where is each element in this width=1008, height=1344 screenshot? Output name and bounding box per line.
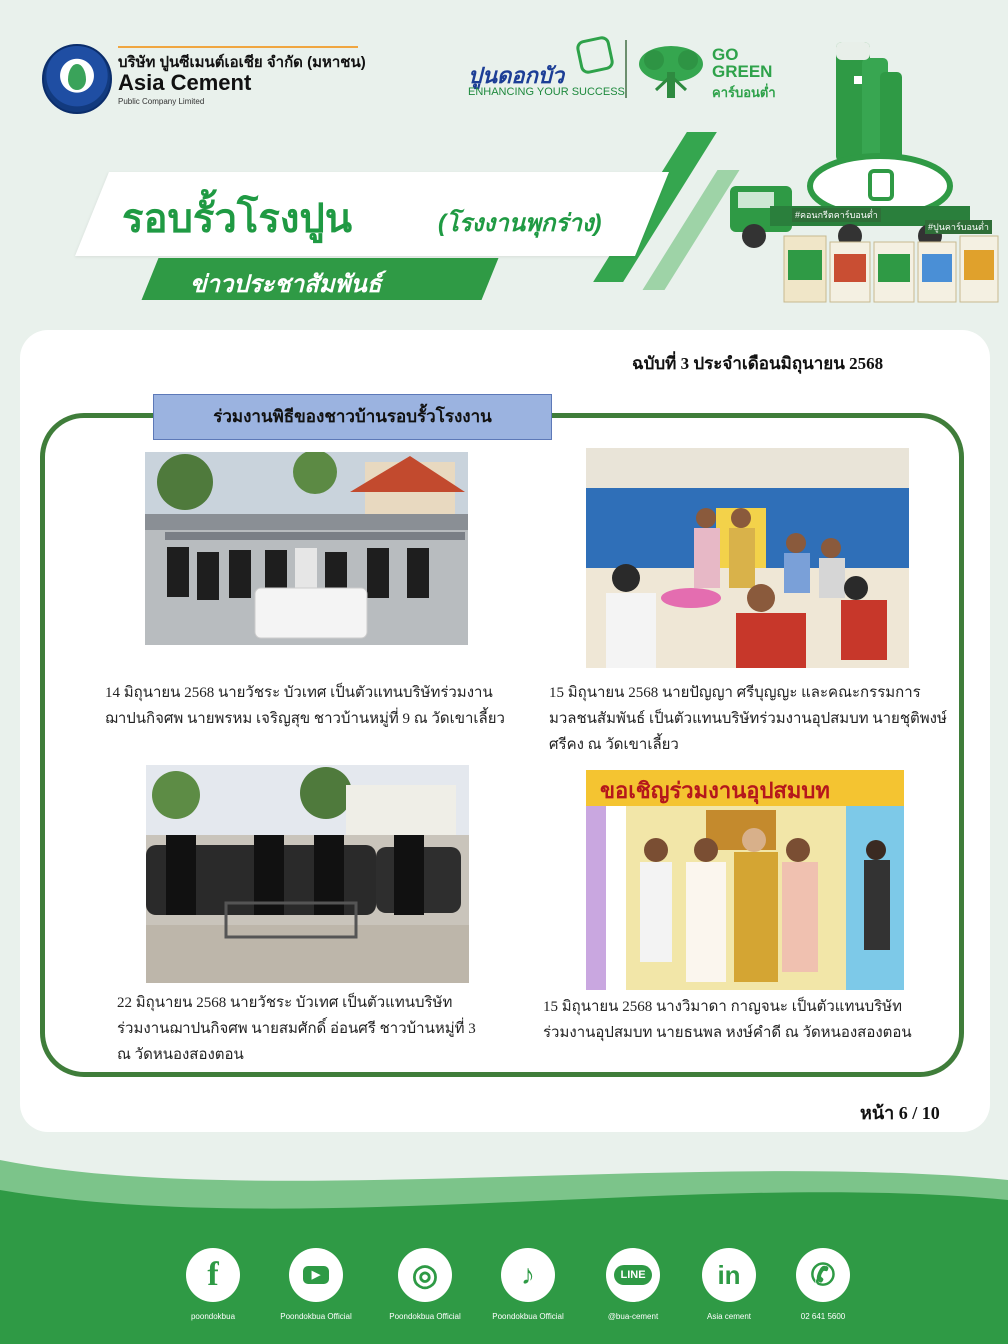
caption-line: 15 มิถุนายน 2568 นายปัญญา ศรีบุญญะ และคณะกรรมการ [549, 685, 921, 701]
low-carbon-label: คาร์บอนต่ำ [712, 85, 776, 100]
asia-cement-logo [42, 44, 112, 114]
caption-2 [549, 680, 947, 758]
line-icon[interactable]: LINE [606, 1248, 660, 1302]
page-number: หน้า 6 / 10 [860, 1103, 940, 1123]
social-label: Poondokbua Official [389, 1312, 461, 1321]
brand-name: ปูนดอกบัว [468, 63, 565, 88]
concrete-hashtag: #คอนกรีตคาร์บอนต่ำ [792, 208, 881, 222]
brand-divider [625, 40, 627, 98]
banner-title: รอบรั้วโรงปูน [122, 197, 353, 241]
social-label: 02 641 5600 [800, 1312, 846, 1321]
caption-line: ร่วมงานฌาปนกิจศพ นายสมศักดิ์ อ่อนศรี ชาวบ้านหมู่ที่ 3 [117, 1021, 476, 1037]
linkedin-icon[interactable]: in [702, 1248, 756, 1302]
caption-line: 22 มิถุนายน 2568 นายวัชระ บัวเทศ เป็นตัวแทนบริษัท [117, 995, 453, 1011]
social-label: Poondokbua Official [280, 1312, 352, 1321]
brand-tagline: ENHANCING YOUR SUCCESS [468, 86, 625, 98]
phone-icon[interactable]: ✆ [796, 1248, 850, 1302]
section-title: ร่วมงานพิธีของชาวบ้านรอบรั้วโรงงาน [153, 394, 552, 440]
caption-4 [543, 994, 912, 1046]
lotus-leaf-icon [575, 35, 615, 75]
social-tiktok[interactable] [468, 1248, 588, 1321]
caption-line: 14 มิถุนายน 2568 นายวัชระ บัวเทศ เป็นตัวแทนบริษัทร่วมงาน [105, 685, 493, 701]
caption-line: มวลชนสัมพันธ์ เป็นตัวแทนบริษัทร่วมงานอุปสมบท นายชุติพงษ์ [549, 711, 947, 727]
company-rule [118, 46, 358, 48]
social-label: Asia cement [706, 1312, 752, 1321]
social-instagram[interactable] [365, 1248, 485, 1321]
photo-ordination-2 [586, 770, 904, 990]
instagram-icon[interactable]: ◎ [398, 1248, 452, 1302]
caption-line: ศรีคง ณ วัดเขาเลี้ยว [549, 737, 679, 753]
caption-line: ฌาปนกิจศพ นายพรหม เจริญสุข ชาวบ้านหมู่ที่ 9 ณ วัดเขาเลี้ยว [105, 711, 505, 727]
truck-and-cement-illustration [730, 36, 1000, 308]
caption-3 [117, 990, 476, 1068]
social-youtube[interactable] [256, 1248, 376, 1321]
photo-ordination-1 [586, 448, 909, 668]
ordination-banner-text: ขอเชิญร่วมงานอุปสมบท [600, 778, 830, 803]
banner-ribbon-text: ข่าวประชาสัมพันธ์ [190, 271, 382, 298]
caption-line: ณ วัดหนองสองตอน [117, 1047, 244, 1063]
company-name-thai: บริษัท ปูนซีเมนต์เอเชีย จำกัด (มหาชน) [118, 54, 366, 71]
caption-line: 15 มิถุนายน 2568 นางวิมาดา กาญจนะ เป็นตัวแทนบริษัท [543, 999, 902, 1015]
facebook-icon[interactable]: f [186, 1248, 240, 1302]
youtube-icon[interactable]: ▶ [289, 1248, 343, 1302]
banner-subtitle: (โรงงานพุกร่าง) [438, 210, 602, 237]
tiktok-icon[interactable]: ♪ [501, 1248, 555, 1302]
photo-funeral-1 [145, 452, 468, 645]
social-facebook[interactable] [153, 1248, 273, 1321]
caption-1 [105, 680, 505, 732]
social-phone[interactable] [763, 1248, 883, 1321]
company-name-english: Asia Cement [118, 70, 252, 95]
cement-hashtag: #ปูนคาร์บอนต่ำ [925, 220, 992, 234]
tree-icon [636, 42, 706, 100]
company-subtitle: Public Company Limited [118, 97, 205, 106]
issue-label: ฉบับที่ 3 ประจำเดือนมิถุนายน 2568 [632, 354, 884, 373]
photo-funeral-2 [146, 765, 469, 983]
go-green-label: GO GREEN [712, 45, 773, 81]
social-label: poondokbua [190, 1312, 236, 1321]
social-label: Poondokbua Official [492, 1312, 564, 1321]
social-label: @bua-cement [607, 1312, 659, 1321]
caption-line: ร่วมงานอุปสมบท นายธนพล หงษ์คำดี ณ วัดหนองสองตอน [543, 1025, 912, 1041]
